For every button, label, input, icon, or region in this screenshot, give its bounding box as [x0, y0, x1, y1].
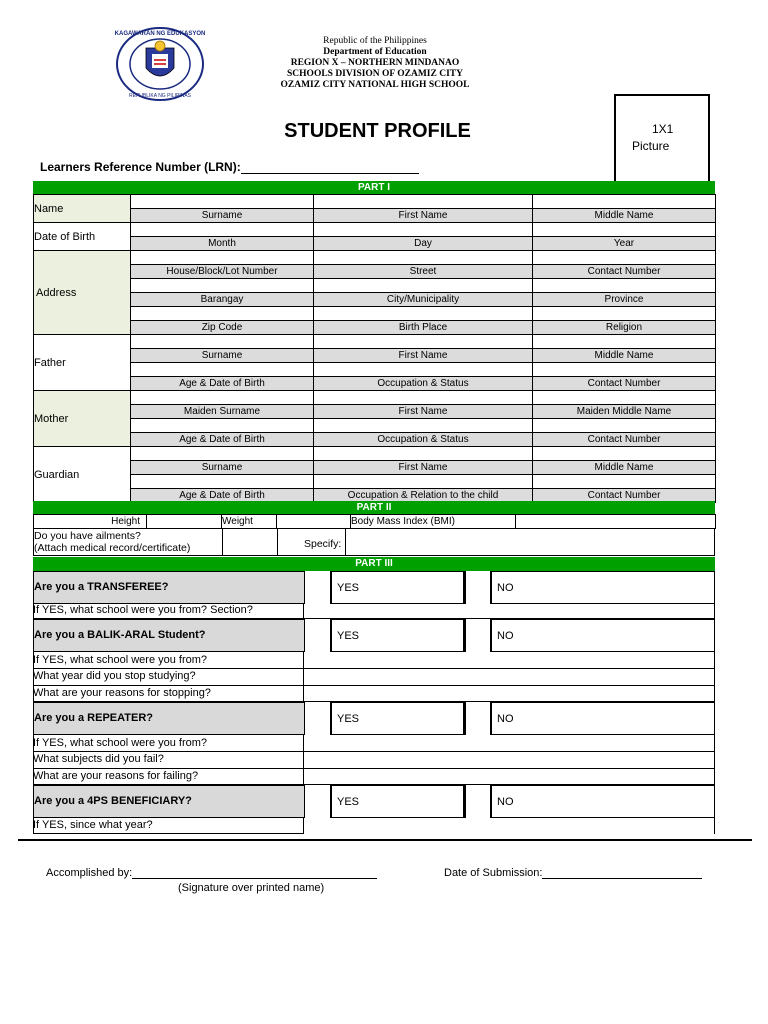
4ps-no-box[interactable] [490, 785, 715, 818]
yes-label: YES [337, 713, 360, 725]
cell-label: Street [314, 265, 533, 279]
part-iii-band: PART III [33, 557, 715, 571]
cell-label: Occupation & Status [314, 433, 533, 447]
field-input[interactable] [314, 307, 533, 321]
name-label: Name [34, 195, 131, 223]
accomplished-by-label: Accomplished by: [46, 867, 133, 879]
balik-aral-question-text: Are you a BALIK-ARAL Student? [34, 629, 206, 641]
part-ii-table [33, 514, 716, 529]
ailments-question: Do you have ailments? [34, 530, 141, 542]
height-label: Height [34, 515, 147, 529]
cell-label: Contact Number [533, 265, 716, 279]
year-input[interactable] [533, 223, 716, 237]
field-input[interactable] [533, 335, 716, 349]
bmi-label: Body Mass Index (BMI) [351, 515, 516, 529]
field-input[interactable] [131, 363, 314, 377]
cell-label: Middle Name [533, 209, 716, 223]
field-input[interactable] [314, 419, 533, 433]
cell-label: Middle Name [533, 349, 716, 363]
cell-label: Occupation & Status [314, 377, 533, 391]
balik-aral-followup-reason: What are your reasons for stopping? [33, 687, 211, 699]
field-input[interactable] [131, 419, 314, 433]
repeater-followup-reason: What are your reasons for failing? [33, 770, 199, 782]
lrn-field[interactable] [40, 160, 419, 174]
picture-box[interactable] [614, 94, 710, 182]
cell-label: City/Municipality [314, 293, 533, 307]
header-line-region: REGION X – NORTHERN MINDANAO [290, 58, 460, 68]
address-label [34, 251, 131, 335]
date-of-submission-field[interactable] [444, 867, 702, 879]
field-input[interactable] [314, 363, 533, 377]
no-label: NO [497, 582, 514, 594]
field-input[interactable] [131, 391, 314, 405]
middle-name-input[interactable] [533, 195, 716, 209]
field-input[interactable] [314, 251, 533, 265]
picture-label-size: 1X1 [652, 122, 674, 136]
transferee-followup: If YES, what school were you from? Section? [33, 604, 253, 616]
weight-input[interactable] [277, 515, 351, 529]
yes-label: YES [337, 582, 360, 594]
cell-label: Province [533, 293, 716, 307]
father-label: Father [34, 335, 131, 391]
cell-label: Age & Date of Birth [131, 433, 314, 447]
header-line-division: SCHOOLS DIVISION OF OZAMIZ CITY [287, 69, 463, 79]
header-line-deped: Department of Education [323, 47, 427, 57]
field-input[interactable] [533, 307, 716, 321]
field-input[interactable] [533, 447, 716, 461]
balik-aral-no-box[interactable] [490, 619, 715, 652]
part-ii-band: PART II [33, 501, 715, 514]
cell-label: Age & Date of Birth [131, 489, 314, 503]
4ps-yes-box[interactable] [330, 785, 466, 818]
field-input[interactable] [314, 335, 533, 349]
cell-label: Maiden Middle Name [533, 405, 716, 419]
cell-label: First Name [314, 405, 533, 419]
repeater-yes-box[interactable] [330, 702, 466, 735]
accomplished-by-field[interactable] [46, 867, 377, 879]
document-header [240, 36, 510, 91]
cell-label: Barangay [131, 293, 314, 307]
balik-aral-followup-year: What year did you stop studying? [33, 670, 196, 682]
no-label: NO [497, 713, 514, 725]
cell-label: Zip Code [131, 321, 314, 335]
cell-label: Month [131, 237, 314, 251]
cell-label: Birth Place [314, 321, 533, 335]
field-input[interactable] [533, 419, 716, 433]
repeater-question-text: Are you a REPEATER? [34, 712, 153, 724]
yes-label: YES [337, 796, 360, 808]
cell-label: Age & Date of Birth [131, 377, 314, 391]
field-input[interactable] [131, 279, 314, 293]
balik-aral-followup-school: If YES, what school were you from? [33, 654, 208, 666]
no-label: NO [497, 630, 514, 642]
field-input[interactable] [131, 251, 314, 265]
field-input[interactable] [131, 475, 314, 489]
surname-input[interactable] [131, 195, 314, 209]
cell-label: Surname [131, 461, 314, 475]
month-input[interactable] [131, 223, 314, 237]
repeater-followup-subjects: What subjects did you fail? [33, 753, 164, 765]
lrn-label: Learners Reference Number (LRN): [40, 160, 241, 174]
yes-label: YES [337, 630, 360, 642]
dob-label: Date of Birth [34, 223, 131, 251]
cell-label: Middle Name [533, 461, 716, 475]
first-name-input[interactable] [314, 195, 533, 209]
repeater-no-box[interactable] [490, 702, 715, 735]
date-of-submission-label: Date of Submission: [444, 867, 543, 879]
field-input[interactable] [314, 279, 533, 293]
signature-caption: (Signature over printed name) [178, 882, 325, 894]
no-label: NO [497, 796, 514, 808]
field-input[interactable] [533, 475, 716, 489]
cell-label: Contact Number [533, 433, 716, 447]
cell-label: Occupation & Relation to the child [314, 489, 533, 503]
guardian-label: Guardian [34, 447, 131, 503]
field-input[interactable] [314, 447, 533, 461]
field-input[interactable] [533, 391, 716, 405]
transferee-yes-box[interactable] [330, 571, 466, 604]
address-label-text: Address [36, 286, 77, 299]
header-line-school: OZAMIZ CITY NATIONAL HIGH SCHOOL [280, 80, 470, 90]
weight-label: Weight [222, 515, 277, 529]
4ps-question [33, 785, 305, 818]
field-input[interactable] [314, 391, 533, 405]
specify-label: Specify: [304, 538, 342, 550]
cell-label: First Name [314, 461, 533, 475]
cell-label: Surname [131, 349, 314, 363]
field-input[interactable] [131, 307, 314, 321]
specify-input[interactable] [346, 529, 714, 555]
header-line-republic: Republic of the Philippines [323, 36, 427, 46]
cell-label: Year [533, 237, 716, 251]
part-i-table [33, 194, 716, 503]
field-input[interactable] [533, 279, 716, 293]
page-title: STUDENT PROFILE [284, 120, 471, 142]
day-input[interactable] [314, 223, 533, 237]
field-input[interactable] [314, 475, 533, 489]
bmi-input[interactable] [516, 515, 716, 529]
svg-text:REPUBLIKA NG PILIPINAS: REPUBLIKA NG PILIPINAS [129, 93, 191, 99]
svg-text:KAGAWARAN NG EDUKASYON: KAGAWARAN NG EDUKASYON [114, 31, 206, 37]
cell-label: Maiden Surname [131, 405, 314, 419]
field-input[interactable] [131, 335, 314, 349]
height-input[interactable] [147, 515, 222, 529]
4ps-followup: If YES, since what year? [33, 819, 153, 831]
footer-divider [18, 839, 752, 841]
repeater-question [33, 702, 305, 735]
repeater-followup-school: If YES, what school were you from? [33, 737, 208, 749]
balik-aral-question [33, 619, 305, 652]
transferee-no-box[interactable] [490, 571, 715, 604]
field-input[interactable] [533, 363, 716, 377]
mother-label: Mother [34, 391, 131, 447]
balik-aral-yes-box[interactable] [330, 619, 466, 652]
ailments-row [33, 528, 715, 556]
picture-label: Picture [632, 139, 670, 153]
cell-label: Day [314, 237, 533, 251]
cell-label: House/Block/Lot Number [131, 265, 314, 279]
ailments-note: (Attach medical record/certificate) [34, 542, 191, 554]
ailments-label [34, 530, 190, 554]
cell-label: Surname [131, 209, 314, 223]
field-input[interactable] [131, 447, 314, 461]
transferee-question-text: Are you a TRANSFEREE? [34, 581, 169, 593]
cell-label: Contact Number [533, 489, 716, 503]
cell-label: Contact Number [533, 377, 716, 391]
cell-label: First Name [314, 349, 533, 363]
cell-label: First Name [314, 209, 533, 223]
transferee-question [33, 571, 305, 604]
cell-label: Religion [533, 321, 716, 335]
field-input[interactable] [533, 251, 716, 265]
deped-seal [114, 26, 206, 102]
4ps-question-text: Are you a 4PS BENEFICIARY? [34, 795, 192, 807]
part-i-band: PART I [33, 181, 715, 194]
